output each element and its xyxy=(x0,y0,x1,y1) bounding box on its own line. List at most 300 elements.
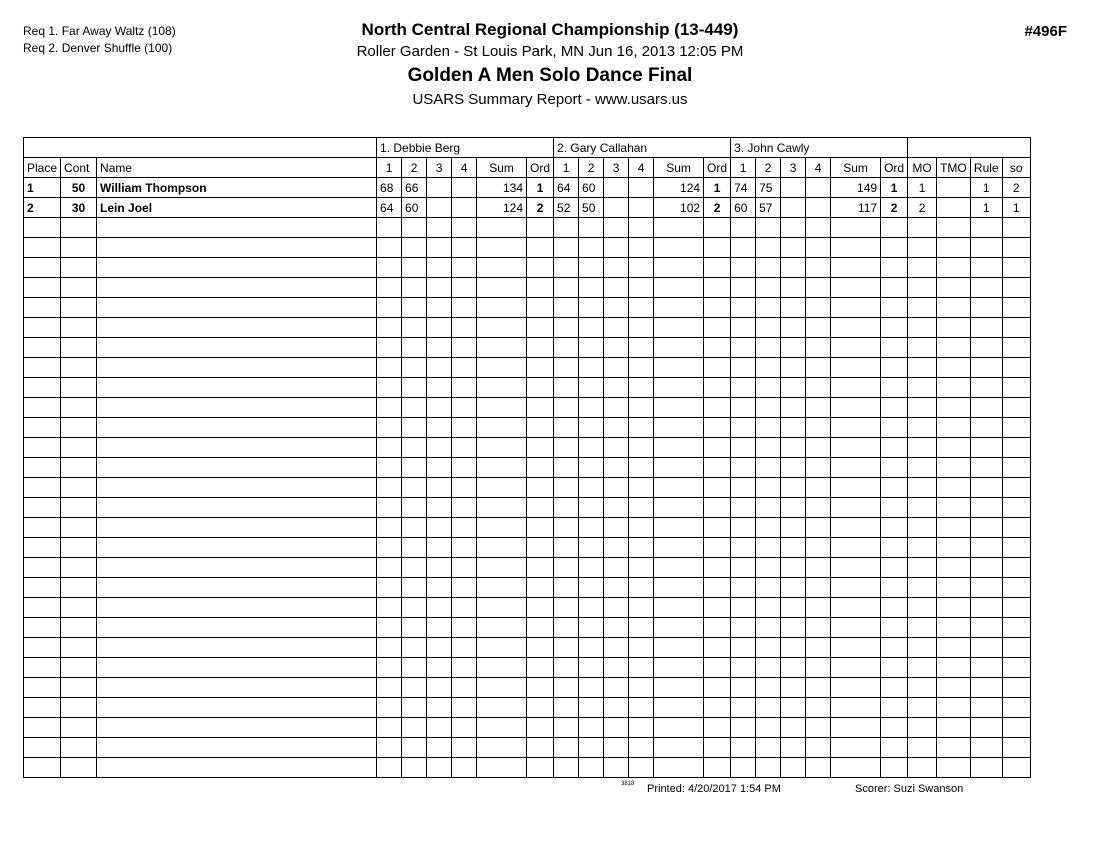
score-cell xyxy=(781,358,806,378)
ord-cell xyxy=(704,238,731,258)
sum-cell-judge3: 117 xyxy=(831,198,881,218)
score-cell xyxy=(377,398,402,418)
mo-cell xyxy=(908,638,937,658)
rule-cell xyxy=(970,318,1002,338)
cont-cell xyxy=(61,238,97,258)
mo-cell xyxy=(908,478,937,498)
score-cell xyxy=(377,438,402,458)
ord-cell-judge2: 1 xyxy=(704,178,731,198)
so-cell xyxy=(1002,578,1030,598)
score-cell xyxy=(427,558,452,578)
score-cell xyxy=(781,298,806,318)
sum-cell xyxy=(654,658,704,678)
score-cell xyxy=(604,678,629,698)
ord-cell xyxy=(527,298,554,318)
score-cell xyxy=(604,718,629,738)
score-cell-judge2-dance3 xyxy=(604,178,629,198)
mo-cell xyxy=(908,218,937,238)
score-cell xyxy=(579,578,604,598)
empty-row xyxy=(24,318,1031,338)
score-cell xyxy=(806,258,831,278)
rule-cell xyxy=(970,718,1002,738)
ord-cell xyxy=(527,398,554,418)
rule-cell xyxy=(970,538,1002,558)
score-cell xyxy=(452,618,477,638)
so-cell xyxy=(1002,658,1030,678)
so-cell xyxy=(1002,558,1030,578)
name-cell xyxy=(97,638,377,658)
ord-cell xyxy=(527,318,554,338)
empty-row xyxy=(24,378,1031,398)
place-cell xyxy=(24,578,61,598)
rule-cell xyxy=(970,638,1002,658)
cont-cell xyxy=(61,298,97,318)
score-cell xyxy=(731,338,756,358)
name-cell xyxy=(97,338,377,358)
col-header-judge3-dance1: 1 xyxy=(731,158,756,178)
ord-cell xyxy=(527,438,554,458)
printed-timestamp: Printed: 4/20/2017 1:54 PM xyxy=(647,783,781,795)
mo-cell xyxy=(908,318,937,338)
cont-cell xyxy=(61,358,97,378)
ord-cell xyxy=(527,538,554,558)
score-cell xyxy=(579,618,604,638)
score-cell xyxy=(781,458,806,478)
ord-cell-judge1: 2 xyxy=(527,198,554,218)
score-cell xyxy=(604,318,629,338)
ord-cell xyxy=(881,278,908,298)
so-cell xyxy=(1002,218,1030,238)
score-cell xyxy=(579,278,604,298)
ord-cell xyxy=(704,398,731,418)
score-cell xyxy=(629,338,654,358)
score-cell xyxy=(781,478,806,498)
score-cell xyxy=(377,538,402,558)
score-cell xyxy=(579,758,604,778)
ord-cell xyxy=(527,458,554,478)
score-cell-judge1-dance1: 68 xyxy=(377,178,402,198)
empty-row xyxy=(24,678,1031,698)
score-cell xyxy=(781,318,806,338)
score-cell xyxy=(377,478,402,498)
ord-cell xyxy=(704,638,731,658)
ord-cell xyxy=(881,218,908,238)
empty-row xyxy=(24,458,1031,478)
rule-cell xyxy=(970,698,1002,718)
sum-cell xyxy=(654,278,704,298)
score-cell xyxy=(579,218,604,238)
score-cell xyxy=(806,658,831,678)
cont-cell xyxy=(61,518,97,538)
score-cell xyxy=(604,458,629,478)
cont-cell xyxy=(61,478,97,498)
score-cell xyxy=(604,418,629,438)
sum-cell xyxy=(654,698,704,718)
tmo-cell xyxy=(937,218,971,238)
score-cell xyxy=(629,718,654,738)
name-cell xyxy=(97,538,377,558)
so-cell xyxy=(1002,698,1030,718)
score-cell xyxy=(554,738,579,758)
ord-cell xyxy=(704,298,731,318)
sum-cell xyxy=(654,258,704,278)
score-cell xyxy=(377,358,402,378)
score-cell xyxy=(427,398,452,418)
rule-cell xyxy=(970,398,1002,418)
empty-row xyxy=(24,538,1031,558)
score-cell xyxy=(629,318,654,338)
sum-cell xyxy=(654,498,704,518)
empty-row xyxy=(24,658,1031,678)
sum-cell-judge1: 124 xyxy=(477,198,527,218)
name-cell xyxy=(97,658,377,678)
tmo-cell xyxy=(937,458,971,478)
score-cell xyxy=(402,638,427,658)
sum-cell xyxy=(831,438,881,458)
place-cell xyxy=(24,238,61,258)
score-cell-judge2-dance1: 64 xyxy=(554,178,579,198)
sum-cell xyxy=(477,578,527,598)
mo-cell xyxy=(908,458,937,478)
score-cell xyxy=(452,358,477,378)
name-cell: Lein Joel xyxy=(97,198,377,218)
sum-cell xyxy=(831,698,881,718)
score-cell xyxy=(756,658,781,678)
sum-cell xyxy=(477,398,527,418)
score-cell xyxy=(579,438,604,458)
event-title: Golden A Men Solo Dance Final xyxy=(407,65,693,86)
ord-cell xyxy=(704,578,731,598)
name-cell xyxy=(97,278,377,298)
score-cell xyxy=(402,678,427,698)
score-cell xyxy=(629,578,654,598)
score-cell xyxy=(629,558,654,578)
score-cell xyxy=(427,218,452,238)
so-cell xyxy=(1002,598,1030,618)
score-cell xyxy=(554,718,579,738)
score-cell-judge2-dance3 xyxy=(604,198,629,218)
ord-cell xyxy=(527,498,554,518)
ord-cell xyxy=(527,258,554,278)
empty-row xyxy=(24,238,1031,258)
cont-cell xyxy=(61,758,97,778)
score-cell xyxy=(579,238,604,258)
score-cell xyxy=(756,358,781,378)
event-number: #496F xyxy=(1024,23,1067,40)
empty-row xyxy=(24,498,1031,518)
name-cell xyxy=(97,458,377,478)
sum-cell xyxy=(654,638,704,658)
score-cell xyxy=(579,418,604,438)
judge-header-row xyxy=(24,138,1031,158)
ord-cell xyxy=(527,338,554,358)
ord-cell xyxy=(881,298,908,318)
score-cell xyxy=(781,598,806,618)
score-cell xyxy=(452,538,477,558)
score-cell-judge1-dance3 xyxy=(427,178,452,198)
so-cell xyxy=(1002,358,1030,378)
sum-cell xyxy=(831,418,881,438)
ord-cell xyxy=(704,678,731,698)
ord-cell xyxy=(704,738,731,758)
score-cell xyxy=(554,358,579,378)
mo-cell: 1 xyxy=(908,178,937,198)
score-cell xyxy=(731,598,756,618)
score-cell xyxy=(377,338,402,358)
score-cell xyxy=(402,738,427,758)
score-cell xyxy=(452,418,477,438)
ord-cell xyxy=(527,658,554,678)
rule-cell xyxy=(970,558,1002,578)
score-cell xyxy=(731,498,756,518)
cont-cell xyxy=(61,418,97,438)
sum-cell xyxy=(831,318,881,338)
ord-cell xyxy=(704,538,731,558)
rule-cell xyxy=(970,478,1002,498)
tmo-cell xyxy=(937,178,971,198)
score-cell xyxy=(629,218,654,238)
ord-cell-judge1: 1 xyxy=(527,178,554,198)
empty-row xyxy=(24,298,1031,318)
rule-cell xyxy=(970,598,1002,618)
score-cell xyxy=(377,698,402,718)
score-cell xyxy=(604,638,629,658)
cont-cell xyxy=(61,618,97,638)
score-cell xyxy=(756,438,781,458)
score-cell xyxy=(554,438,579,458)
score-cell xyxy=(452,598,477,618)
sum-cell xyxy=(477,558,527,578)
cont-cell xyxy=(61,538,97,558)
sum-cell xyxy=(477,298,527,318)
rule-cell xyxy=(970,258,1002,278)
so-cell xyxy=(1002,478,1030,498)
tmo-cell xyxy=(937,378,971,398)
sum-cell xyxy=(831,578,881,598)
ord-cell xyxy=(527,478,554,498)
score-cell xyxy=(731,258,756,278)
score-cell xyxy=(756,758,781,778)
score-cell xyxy=(402,658,427,678)
score-cell xyxy=(427,578,452,598)
ord-cell xyxy=(527,678,554,698)
score-cell xyxy=(427,298,452,318)
score-cell xyxy=(452,298,477,318)
name-cell xyxy=(97,318,377,338)
score-cell xyxy=(554,538,579,558)
ord-cell xyxy=(881,458,908,478)
score-cell xyxy=(402,498,427,518)
empty-row xyxy=(24,738,1031,758)
score-cell xyxy=(554,258,579,278)
ord-cell xyxy=(527,518,554,538)
sum-cell xyxy=(654,358,704,378)
score-cell xyxy=(427,738,452,758)
place-cell xyxy=(24,698,61,718)
score-cell xyxy=(781,518,806,538)
ord-cell xyxy=(527,618,554,638)
score-cell xyxy=(629,398,654,418)
col-header-judge3-dance4: 4 xyxy=(806,158,831,178)
sum-cell xyxy=(831,518,881,538)
score-cell xyxy=(377,578,402,598)
score-cell xyxy=(579,538,604,558)
sum-cell xyxy=(831,298,881,318)
score-cell-judge3-dance4 xyxy=(806,198,831,218)
ord-cell xyxy=(704,318,731,338)
sum-cell xyxy=(477,658,527,678)
mo-cell xyxy=(908,238,937,258)
score-cell xyxy=(402,538,427,558)
rule-cell: 1 xyxy=(970,178,1002,198)
score-cell xyxy=(377,318,402,338)
ord-cell xyxy=(881,238,908,258)
ord-cell xyxy=(881,418,908,438)
score-cell xyxy=(402,698,427,718)
score-cell xyxy=(427,618,452,638)
sum-cell xyxy=(831,478,881,498)
score-cell xyxy=(731,578,756,598)
ord-cell xyxy=(527,738,554,758)
score-cell xyxy=(756,458,781,478)
score-cell xyxy=(806,358,831,378)
score-cell xyxy=(629,658,654,678)
score-cell xyxy=(806,558,831,578)
score-cell xyxy=(554,218,579,238)
judge-header-left-spacer xyxy=(24,138,377,158)
empty-row xyxy=(24,398,1031,418)
ord-cell xyxy=(881,698,908,718)
score-cell-judge3-dance4 xyxy=(806,178,831,198)
score-cell xyxy=(402,558,427,578)
score-cell xyxy=(427,718,452,738)
score-cell xyxy=(806,638,831,658)
score-cell xyxy=(806,478,831,498)
so-cell xyxy=(1002,238,1030,258)
empty-row xyxy=(24,218,1031,238)
score-cell xyxy=(452,338,477,358)
score-cell xyxy=(806,718,831,738)
sum-cell xyxy=(831,658,881,678)
score-cell xyxy=(427,318,452,338)
mo-cell xyxy=(908,258,937,278)
so-cell: 2 xyxy=(1002,178,1030,198)
score-cell xyxy=(377,718,402,738)
score-cell xyxy=(377,638,402,658)
col-header-rule: Rule xyxy=(970,158,1002,178)
cont-cell xyxy=(61,398,97,418)
score-cell xyxy=(427,498,452,518)
col-header-judge2-dance1: 1 xyxy=(554,158,579,178)
rule-cell xyxy=(970,658,1002,678)
score-cell-judge1-dance1: 64 xyxy=(377,198,402,218)
score-cell xyxy=(604,738,629,758)
sum-cell xyxy=(477,278,527,298)
sum-cell xyxy=(477,218,527,238)
name-cell xyxy=(97,498,377,518)
sum-cell xyxy=(831,718,881,738)
sum-cell xyxy=(831,398,881,418)
rule-cell xyxy=(970,678,1002,698)
score-cell xyxy=(452,638,477,658)
score-cell xyxy=(629,358,654,378)
score-cell xyxy=(756,598,781,618)
score-cell xyxy=(427,378,452,398)
score-cell xyxy=(377,738,402,758)
score-cell xyxy=(806,338,831,358)
mo-cell xyxy=(908,338,937,358)
ord-cell xyxy=(527,238,554,258)
score-cell xyxy=(629,538,654,558)
place-cell xyxy=(24,318,61,338)
mo-cell xyxy=(908,718,937,738)
score-cell xyxy=(554,378,579,398)
cont-cell: 50 xyxy=(61,178,97,198)
mo-cell: 2 xyxy=(908,198,937,218)
col-header-judge2-ord: Ord xyxy=(704,158,731,178)
mo-cell xyxy=(908,358,937,378)
score-cell xyxy=(756,518,781,538)
score-cell xyxy=(756,218,781,238)
place-cell xyxy=(24,398,61,418)
score-cell xyxy=(604,618,629,638)
sum-cell xyxy=(477,698,527,718)
ord-cell xyxy=(527,578,554,598)
score-cell xyxy=(806,738,831,758)
req-dance-1: Req 1. Far Away Waltz (108) xyxy=(23,24,176,38)
ord-cell xyxy=(881,358,908,378)
ord-cell xyxy=(704,418,731,438)
score-cell xyxy=(604,258,629,278)
ord-cell xyxy=(881,478,908,498)
score-cell xyxy=(377,218,402,238)
tmo-cell xyxy=(937,518,971,538)
so-cell xyxy=(1002,418,1030,438)
score-cell xyxy=(731,238,756,258)
score-cell xyxy=(756,498,781,518)
score-cell xyxy=(452,238,477,258)
ord-cell xyxy=(527,558,554,578)
col-header-judge1-sum: Sum xyxy=(477,158,527,178)
rule-cell xyxy=(970,298,1002,318)
judge-name-3: 3. John Cawly xyxy=(731,138,908,158)
venue-date-line: Roller Garden - St Louis Park, MN Jun 16, 2013 12:05 PM xyxy=(356,43,744,60)
score-cell xyxy=(604,298,629,318)
sum-cell-judge2: 102 xyxy=(654,198,704,218)
score-cell xyxy=(781,558,806,578)
score-cell xyxy=(579,638,604,658)
mo-cell xyxy=(908,518,937,538)
so-cell xyxy=(1002,518,1030,538)
score-cell xyxy=(402,218,427,238)
sum-cell xyxy=(477,678,527,698)
tmo-cell xyxy=(937,758,971,778)
score-cell xyxy=(781,678,806,698)
tmo-cell xyxy=(937,618,971,638)
score-cell xyxy=(781,418,806,438)
score-cell xyxy=(731,618,756,638)
name-cell xyxy=(97,578,377,598)
ord-cell xyxy=(704,558,731,578)
sum-cell-judge1: 134 xyxy=(477,178,527,198)
col-header-judge3-sum: Sum xyxy=(831,158,881,178)
score-cell xyxy=(402,258,427,278)
sum-cell xyxy=(477,718,527,738)
sum-cell xyxy=(831,678,881,698)
place-cell xyxy=(24,658,61,678)
req-dance-2: Req 2. Denver Shuffle (100) xyxy=(23,41,173,55)
sum-cell xyxy=(654,218,704,238)
